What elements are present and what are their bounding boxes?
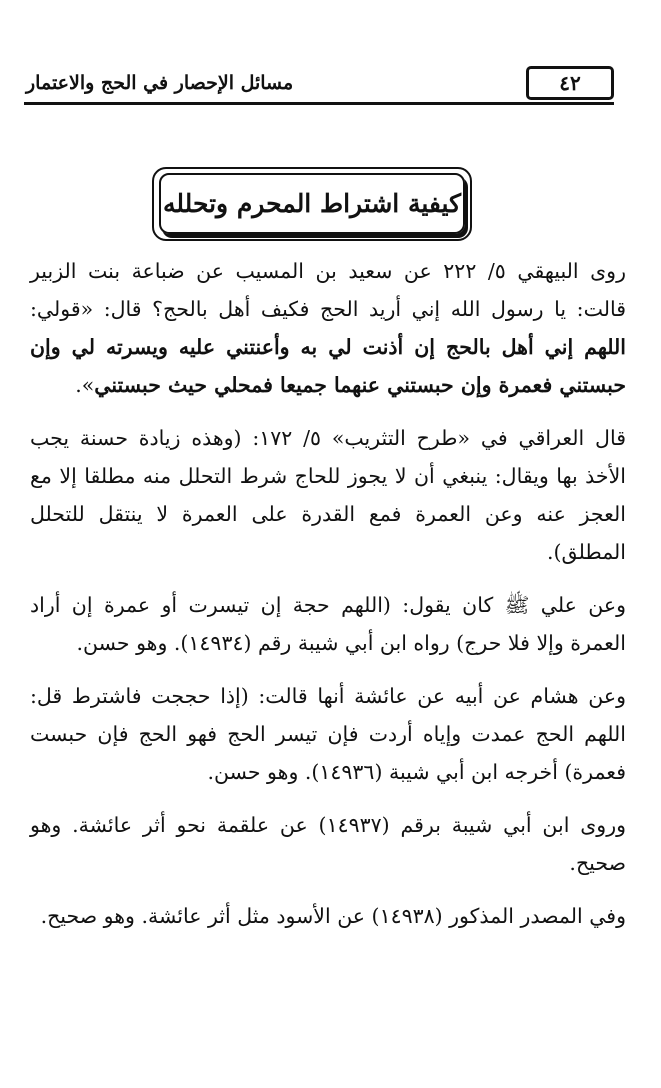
section-title-inner-frame: [159, 173, 465, 234]
running-title: مسائل الإحصار في الحج والاعتمار: [26, 72, 294, 94]
paragraph-5: وروى ابن أبي شيبة برقم (١٤٩٣٧) عن علقمة نحو أثر عائشة. وهو صحيح.: [30, 813, 626, 875]
paragraph-1: [30, 252, 626, 404]
paragraph-2: قال العراقي في «طرح التثريب» ٥/ ١٧٢: (وهذه زيادة حسنة يجب الأخذ بها ويقال: ينبغي أن لا يجوز للحاج شرط التحلل منه مطلقا إلا مع العجز عنه وعن العمرة فمع القدرة على العمرة لا ينتقل للتحلل المطلق).: [30, 426, 626, 564]
paragraph-4: وعن هشام عن أبيه عن عائشة أنها قالت: (إذا حججت فاشترط قل: اللهم الحج عمدت وإياه أردت فإن تيسر الحج فهو الحج فإن حبست فعمرة) أخرجه ابن أبي شيبة (١٤٩٣٦). وهو حسن.: [30, 684, 626, 784]
page-header: [24, 66, 614, 106]
paragraph-3: وعن علي ﷺ كان يقول: (اللهم حجة إن تيسرت أو عمرة إن أراد العمرة وإلا فلا حرج) رواه ابن أبي شيبة رقم (١٤٩٣٤). وهو حسن.: [30, 593, 626, 655]
page-number: [526, 66, 614, 100]
paragraph-1-bold-quote: اللهم إني أهل بالحج إن أذنت لي به وأعنتني عليه ويسرته لي وإن حبستني فعمرة وإن حبستني عنهما جميعا فمحلي حيث حبستني: [30, 335, 626, 397]
body-text: [30, 252, 626, 950]
section-title: كيفية اشتراط المحرم وتحلله: [163, 189, 461, 218]
paragraph-1-tail: ».: [75, 373, 95, 397]
paragraph-6: وفي المصدر المذكور (١٤٩٣٨) عن الأسود مثل أثر عائشة. وهو صحيح.: [40, 904, 626, 928]
header-rule: [24, 102, 614, 105]
paragraph-1-text: روى البيهقي ٥/ ٢٢٢ عن سعيد بن المسيب عن ضباعة بنت الزبير قالت: يا رسول الله إني أريد الحج فكيف أهل بالحج؟ قال: «قولي:: [30, 259, 626, 321]
section-title-frame: [152, 167, 472, 241]
page-number-text: ٤٢: [559, 71, 581, 95]
